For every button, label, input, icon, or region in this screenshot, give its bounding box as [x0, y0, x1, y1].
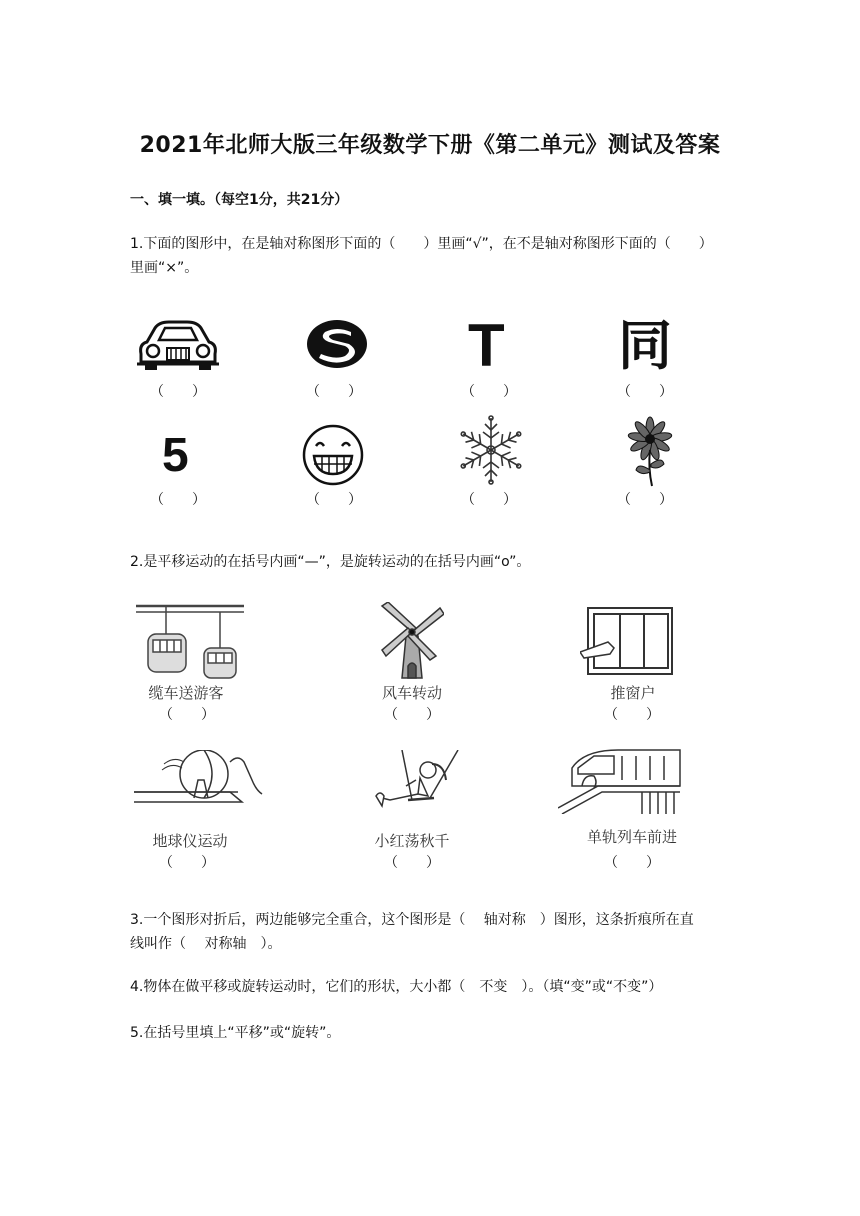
answer-paren[interactable]: （ ）: [306, 492, 362, 508]
answer-paren[interactable]: （ ）: [617, 492, 673, 508]
question-4: 4.物体在做平移或旋转运动时，它们的形状，大小都（ 不变 ）。（填“变”或“不变”）: [130, 979, 663, 995]
char-tong-icon: 同: [618, 314, 672, 377]
document-title: 2021年北师大版三年级数学下册《第二单元》测试及答案: [139, 133, 721, 158]
answer-paren[interactable]: （ ）: [159, 707, 215, 723]
caption: 缆车送游客: [148, 684, 224, 702]
flower-icon: [620, 414, 680, 488]
cable-car-icon: [136, 602, 244, 682]
swing-icon: [372, 750, 460, 818]
caption: 小红荡秋千: [374, 832, 450, 850]
letter-t-icon: T: [468, 312, 505, 379]
window-icon: [580, 606, 676, 678]
answer-paren[interactable]: （ ）: [150, 384, 206, 400]
answer-paren[interactable]: （ ）: [306, 384, 362, 400]
answer-paren[interactable]: （ ）: [604, 855, 660, 871]
section-heading: 一、填一填。（每空1分，共21分）: [130, 192, 349, 208]
answer-paren[interactable]: （ ）: [384, 707, 440, 723]
answer-paren[interactable]: （ ）: [461, 384, 517, 400]
answer-paren[interactable]: （ ）: [150, 492, 206, 508]
answer-paren[interactable]: （ ）: [604, 707, 660, 723]
caption: 单轨列车前进: [586, 828, 677, 846]
answer-paren[interactable]: （ ）: [159, 855, 215, 871]
smiley-icon: [300, 424, 366, 486]
answer-paren[interactable]: （ ）: [384, 855, 440, 871]
caption: 推窗户: [610, 684, 656, 702]
answer-paren[interactable]: （ ）: [461, 492, 517, 508]
caption: 地球仪运动: [152, 832, 228, 850]
globe-icon: [134, 750, 266, 818]
windmill-icon: [378, 602, 444, 680]
question-1-line-1: 1.下面的图形中，在是轴对称图形下面的（ ）里画“√”，在不是轴对称图形下面的（ ）: [130, 236, 713, 252]
snowflake-icon: [455, 414, 527, 486]
answer-paren[interactable]: （ ）: [617, 384, 673, 400]
s-logo-icon: [305, 318, 369, 370]
digit-5-icon: 5: [162, 429, 189, 482]
question-1-line-2: 里画“×”。: [130, 260, 199, 276]
question-5: 5.在括号里填上“平移”或“旋转”。: [130, 1025, 341, 1041]
monorail-icon: [558, 746, 686, 814]
caption: 风车转动: [381, 684, 442, 702]
question-3-line-2: 线叫作（ 对称轴 ）。: [130, 936, 282, 952]
car-icon: [135, 318, 221, 374]
question-2: 2.是平移运动的在括号内画“—”，是旋转运动的在括号内画“o”。: [130, 554, 531, 570]
question-3-line-1: 3.一个图形对折后，两边能够完全重合，这个图形是（ 轴对称 ）图形，这条折痕所在直: [130, 912, 694, 928]
